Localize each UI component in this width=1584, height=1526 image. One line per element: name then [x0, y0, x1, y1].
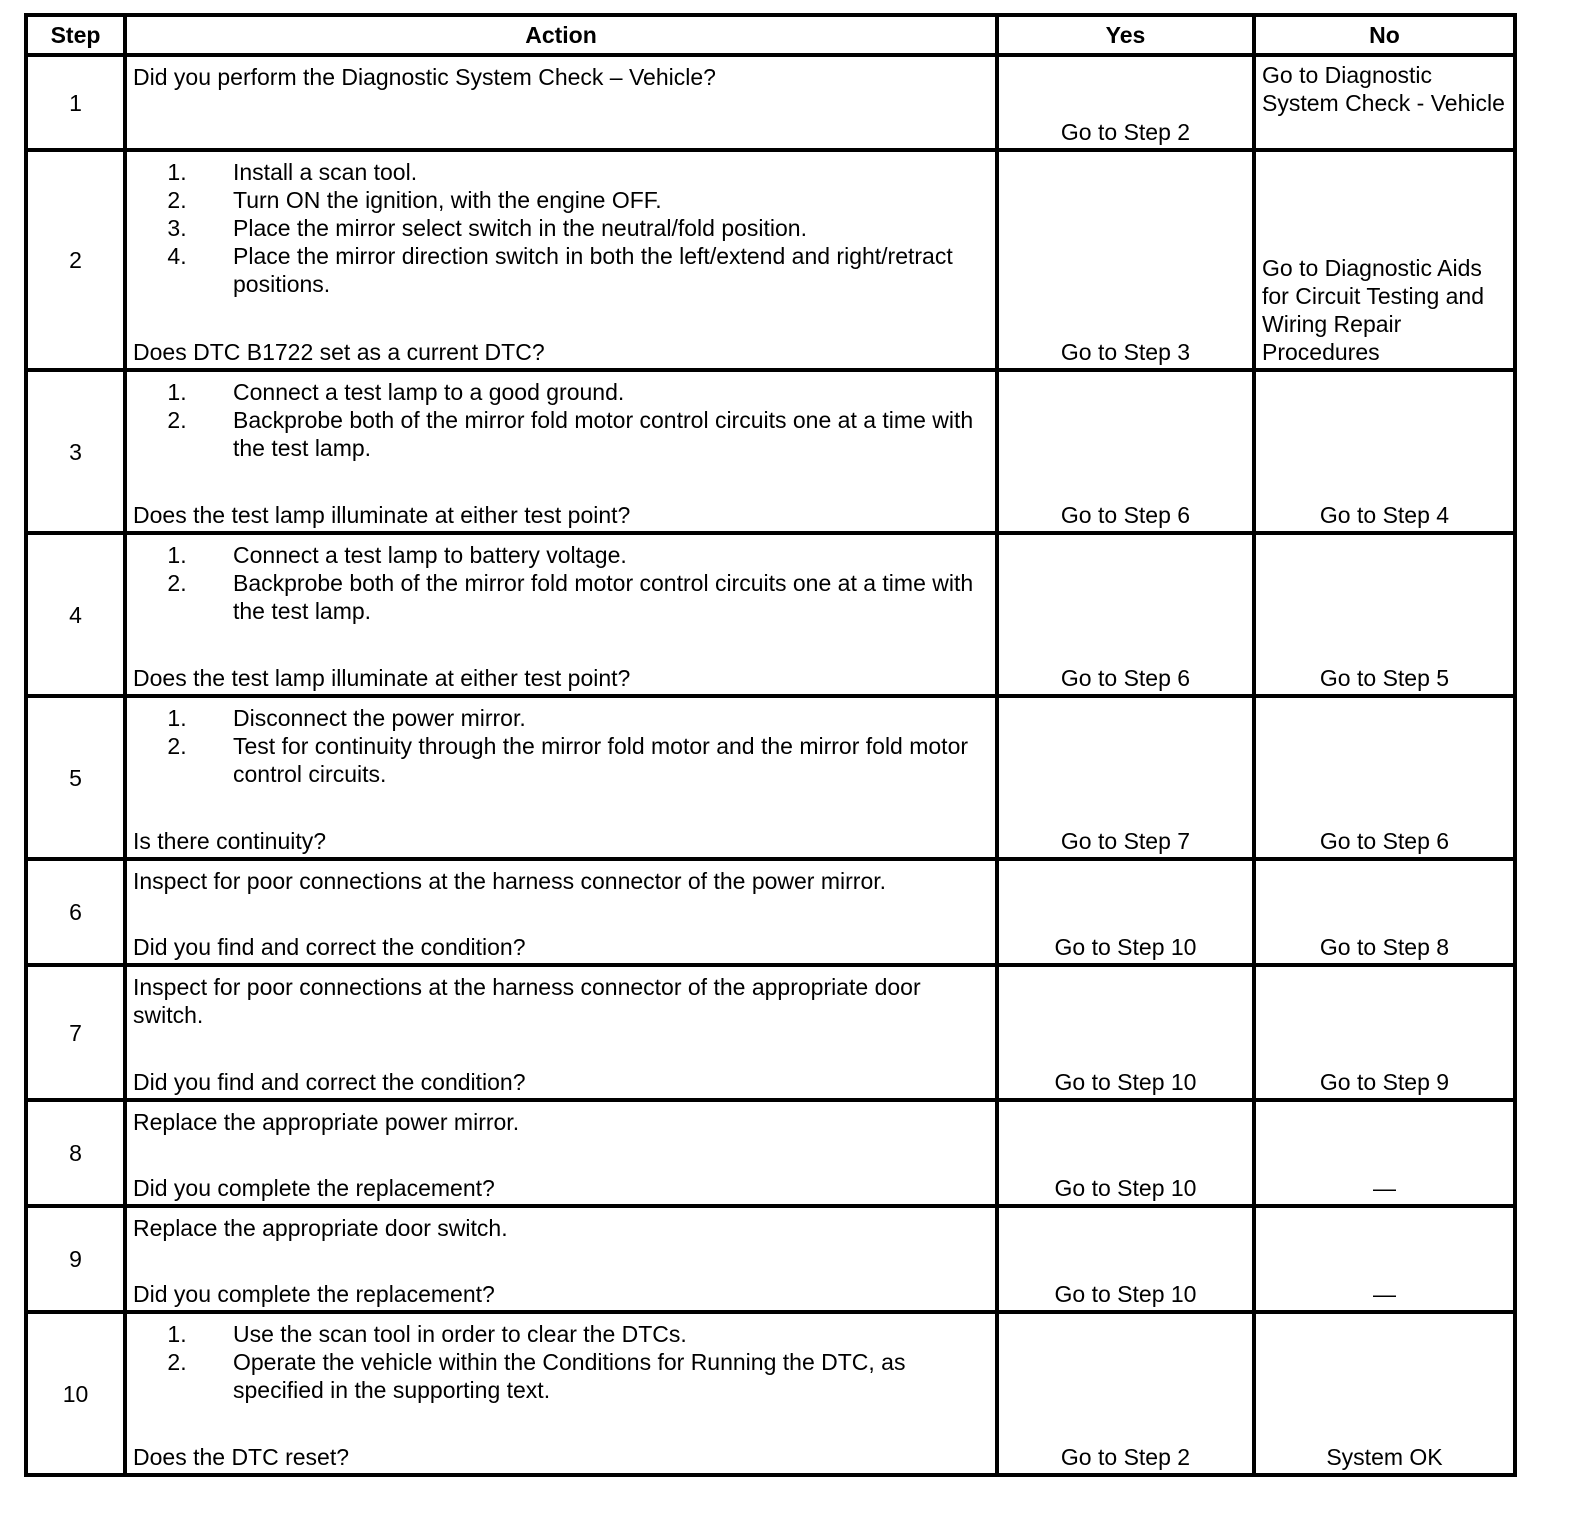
procedure-list: [133, 541, 987, 625]
no-result: Go to Step 6: [1254, 696, 1515, 859]
action-intro-text: Inspect for poor connections at the harness connector of the power mirror.: [133, 868, 887, 894]
action-instructions: [133, 378, 987, 462]
yes-result: Go to Step 2: [997, 1312, 1254, 1475]
action-instructions: [133, 704, 987, 788]
action-question: Is there continuity?: [133, 828, 327, 854]
action-cell: [125, 370, 997, 533]
action-intro-text: Replace the appropriate power mirror.: [133, 1109, 520, 1135]
table-row: [26, 533, 1515, 696]
table-row: [26, 1312, 1515, 1475]
no-result: Go to Diagnostic System Check - Vehicle: [1254, 55, 1515, 150]
action-question: Does DTC B1722 set as a current DTC?: [133, 339, 545, 365]
action-cell: [125, 696, 997, 859]
header-row: [26, 15, 1515, 55]
yes-result: Go to Step 10: [997, 1100, 1254, 1206]
yes-result: Go to Step 10: [997, 965, 1254, 1100]
procedure-list: [133, 1320, 987, 1404]
no-result: System OK: [1254, 1312, 1515, 1475]
action-question: Does the DTC reset?: [133, 1444, 350, 1470]
procedure-item: 2. Backprobe both of the mirror fold motor control circuits one at a time with the test lamp.: [193, 569, 987, 625]
no-result: Go to Step 8: [1254, 859, 1515, 965]
action-cell: [125, 965, 997, 1100]
procedure-item: 1. Disconnect the power mirror.: [193, 704, 987, 732]
procedure-list: [133, 158, 987, 298]
yes-result: Go to Step 6: [997, 533, 1254, 696]
action-instructions: [133, 541, 987, 625]
action-question: Does the test lamp illuminate at either test point?: [133, 502, 631, 528]
header-step: Step: [26, 15, 125, 55]
action-intro-text: Inspect for poor connections at the harness connector of the appropriate door switch.: [133, 974, 921, 1028]
yes-result: Go to Step 7: [997, 696, 1254, 859]
procedure-item: 2. Turn ON the ignition, with the engine OFF.: [193, 186, 987, 214]
step-number: 6: [26, 859, 125, 965]
step-number: 5: [26, 696, 125, 859]
action-cell: [125, 533, 997, 696]
step-number: 8: [26, 1100, 125, 1206]
procedure-item: 1. Connect a test lamp to battery voltage.: [193, 541, 987, 569]
action-instructions: [133, 867, 987, 895]
action-instructions: [133, 1108, 987, 1136]
no-result: —: [1254, 1206, 1515, 1312]
procedure-item: 1. Use the scan tool in order to clear the DTCs.: [193, 1320, 987, 1348]
table-row: [26, 150, 1515, 370]
step-number: 1: [26, 55, 125, 150]
procedure-list: [133, 704, 987, 788]
action-intro-text: Replace the appropriate door switch.: [133, 1215, 508, 1241]
header-action: Action: [125, 15, 997, 55]
procedure-list: [133, 378, 987, 462]
action-cell: [125, 1206, 997, 1312]
table-row: [26, 696, 1515, 859]
procedure-item: 2. Test for continuity through the mirror fold motor and the mirror fold motor control circuits.: [193, 732, 987, 788]
action-instructions: [133, 63, 987, 91]
header-no: No: [1254, 15, 1515, 55]
no-result: Go to Step 5: [1254, 533, 1515, 696]
table-row: [26, 1206, 1515, 1312]
table-row: [26, 965, 1515, 1100]
step-number: 4: [26, 533, 125, 696]
table-row: [26, 370, 1515, 533]
step-number: 9: [26, 1206, 125, 1312]
no-result: Go to Step 9: [1254, 965, 1515, 1100]
action-cell: [125, 1100, 997, 1206]
procedure-item: 4. Place the mirror direction switch in both the left/extend and right/retract positions.: [193, 242, 987, 298]
step-number: 2: [26, 150, 125, 370]
diagnostic-table: [24, 13, 1517, 1477]
action-question: Did you perform the Diagnostic System Check – Vehicle?: [133, 64, 716, 90]
action-instructions: [133, 1214, 987, 1242]
procedure-item: 3. Place the mirror select switch in the neutral/fold position.: [193, 214, 987, 242]
procedure-item: 1. Install a scan tool.: [193, 158, 987, 186]
action-cell: [125, 55, 997, 150]
step-number: 3: [26, 370, 125, 533]
action-question: Does the test lamp illuminate at either test point?: [133, 665, 631, 691]
yes-result: Go to Step 10: [997, 859, 1254, 965]
yes-result: Go to Step 2: [997, 55, 1254, 150]
procedure-item: 1. Connect a test lamp to a good ground.: [193, 378, 987, 406]
table-row: [26, 55, 1515, 150]
table-row: [26, 859, 1515, 965]
yes-result: Go to Step 3: [997, 150, 1254, 370]
yes-result: Go to Step 6: [997, 370, 1254, 533]
header-yes: Yes: [997, 15, 1254, 55]
no-result: Go to Step 4: [1254, 370, 1515, 533]
no-result: —: [1254, 1100, 1515, 1206]
action-instructions: [133, 973, 987, 1029]
action-cell: [125, 150, 997, 370]
procedure-item: 2. Backprobe both of the mirror fold motor control circuits one at a time with the test lamp.: [193, 406, 987, 462]
step-number: 10: [26, 1312, 125, 1475]
action-question: Did you find and correct the condition?: [133, 1069, 526, 1095]
action-instructions: [133, 158, 987, 298]
action-question: Did you complete the replacement?: [133, 1281, 495, 1307]
no-result: Go to Diagnostic Aids for Circuit Testing and Wiring Repair Procedures: [1254, 150, 1515, 370]
step-number: 7: [26, 965, 125, 1100]
yes-result: Go to Step 10: [997, 1206, 1254, 1312]
action-instructions: [133, 1320, 987, 1404]
table-body: [26, 55, 1515, 1475]
procedure-item: 2. Operate the vehicle within the Conditions for Running the DTC, as specified in the supporting text.: [193, 1348, 987, 1404]
action-cell: [125, 859, 997, 965]
action-question: Did you complete the replacement?: [133, 1175, 495, 1201]
action-cell: [125, 1312, 997, 1475]
action-question: Did you find and correct the condition?: [133, 934, 526, 960]
table-row: [26, 1100, 1515, 1206]
